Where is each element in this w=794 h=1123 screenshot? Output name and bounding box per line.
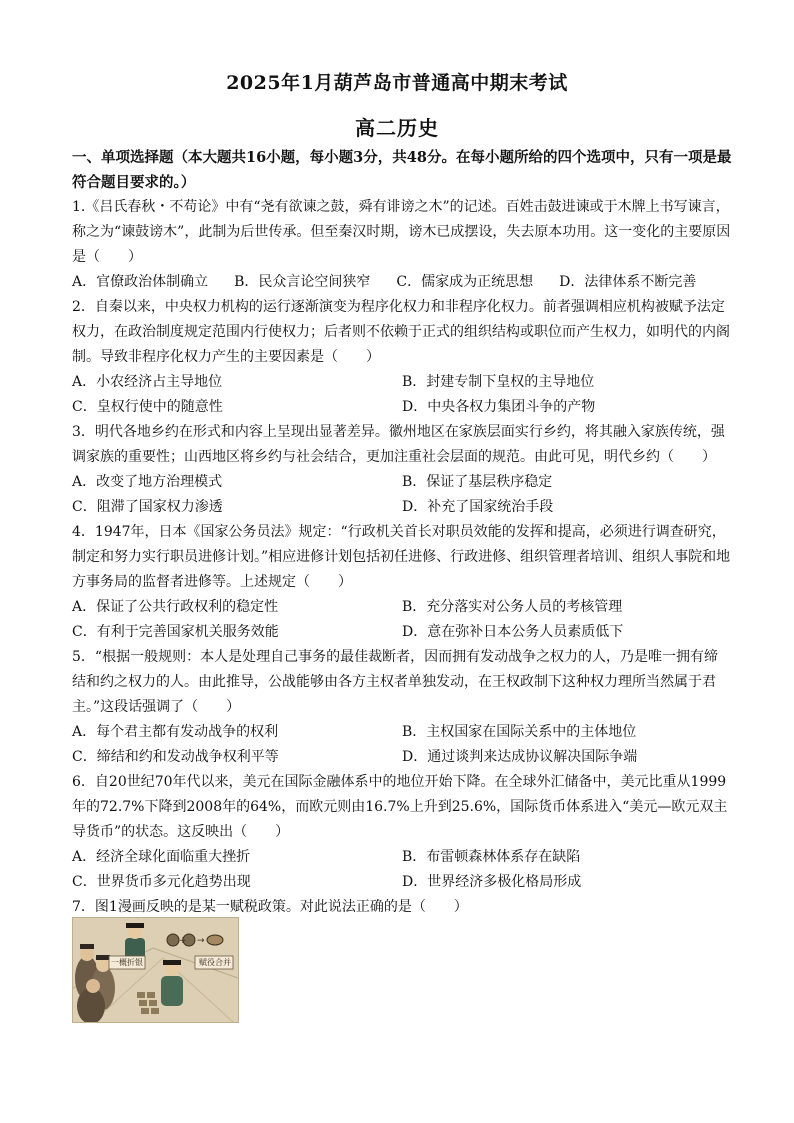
question-4 xyxy=(72,520,732,645)
question-stem: 7．图1漫画反映的是某一赋税政策。对此说法正确的是（ ） xyxy=(72,899,468,915)
option-b[interactable]: B．民众言论空间狭窄 xyxy=(234,274,371,290)
option-d[interactable]: D．通过谈判来达成协议解决国际争端 xyxy=(402,749,638,765)
option-a[interactable]: A．经济全球化面临重大挫折 xyxy=(72,849,251,865)
option-d[interactable]: D．补充了国家统治手段 xyxy=(402,499,554,515)
option-a[interactable]: A．官僚政治体制确立 xyxy=(72,274,209,290)
option-d[interactable]: D．世界经济多极化格局形成 xyxy=(402,874,582,890)
option-a[interactable]: A．小农经济占主导地位 xyxy=(72,374,223,390)
section-heading: 一、单项选择题（本大题共16小题，每小题3分，共48分。在每小题所给的四个选项中，只有一项是最符合题目要求的。） xyxy=(72,149,732,191)
svg-text:→: → xyxy=(197,936,205,946)
question-2 xyxy=(72,295,732,420)
cartoon-label-right: 赋役合并 xyxy=(199,958,231,967)
question-stem: 6．自20世纪70年代以来，美元在国际金融体系中的地位开始下降。在全球外汇储备中，美元比重从1999年的72.7%下降到2008年的64%，而欧元则由16.7%上升到25.6%，国际货币体系进入“美元—欧元双主导货币”的状态。这反映出（ ） xyxy=(72,774,728,840)
cartoon-figure xyxy=(72,917,239,1023)
option-d[interactable]: D．中央各权力集团斗争的产物 xyxy=(402,399,596,415)
option-c[interactable]: C．皇权行使中的随意性 xyxy=(72,399,223,415)
option-a[interactable]: A．每个君主都有发动战争的权利 xyxy=(72,724,279,740)
option-c[interactable]: C．儒家成为正统思想 xyxy=(396,274,534,290)
option-a[interactable]: A．保证了公共行政权利的稳定性 xyxy=(72,599,279,615)
question-stem: 4．1947年，日本《国家公务员法》规定：“行政机关首长对职员效能的发挥和提高，必须进行调查研究，制定和努力实行职员进修计划。”相应进修计划包括初任进修、行政进修、组织管理者培训、组织人事院和地方事务局的监督者进修等。上述规定（ ） xyxy=(72,524,731,590)
options-row xyxy=(72,270,732,295)
svg-text:+: + xyxy=(179,936,187,946)
option-b[interactable]: B．主权国家在国际关系中的主体地位 xyxy=(402,724,637,740)
question-3 xyxy=(72,420,732,520)
option-b[interactable]: B．封建专制下皇权的主导地位 xyxy=(402,374,595,390)
option-b[interactable]: B．布雷顿森林体系存在缺陷 xyxy=(402,849,581,865)
options-grid xyxy=(72,720,732,770)
options-grid xyxy=(72,370,732,420)
question-5 xyxy=(72,645,732,770)
question-6 xyxy=(72,770,732,895)
options-grid xyxy=(72,845,732,895)
exam-title: 2025年1月葫芦岛市普通高中期末考试 xyxy=(226,72,568,94)
options-grid xyxy=(72,470,732,520)
option-d[interactable]: D．法律体系不断完善 xyxy=(559,274,697,290)
option-c[interactable]: C．有利于完善国家机关服务效能 xyxy=(72,624,279,640)
question-stem: 5．“根据一般规则：本人是处理自己事务的最佳裁断者，因而拥有发动战争之权力的人，乃是唯一拥有缔结和约之权力的人。由此推导，公战能够由各方主权者单独发动，在王权政制下这种权力理所当然属于君主。”这段话强调了（ ） xyxy=(72,649,719,715)
option-b[interactable]: B．充分落实对公务人员的考核管理 xyxy=(402,599,623,615)
options-grid xyxy=(72,595,732,645)
question-stem: 2．自秦以来，中央权力机构的运行逐渐演变为程序化权力和非程序化权力。前者强调相应机构被赋予法定权力，在政治制度规定范围内行使权力；后者则不依赖于正式的组织结构或职位而产生权力，如明代的内阁制。导致非程序化权力产生的主要因素是（ ） xyxy=(72,299,730,365)
option-b[interactable]: B．保证了基层秩序稳定 xyxy=(402,474,553,490)
cartoon-label-left: 一概折银 xyxy=(111,958,143,967)
question-1 xyxy=(72,195,732,295)
option-a[interactable]: A．改变了地方治理模式 xyxy=(72,474,223,490)
question-stem: 3．明代各地乡约在形式和内容上呈现出显著差异。徽州地区在家族层面实行乡约，将其融入家族传统，强调家族的重要性；山西地区将乡约与社会结合，更加注重社会层面的规范。由此可见，明代乡约（ ） xyxy=(72,424,725,465)
question-stem: 1.《吕氏春秋・不苟论》中有“尧有欲谏之鼓，舜有诽谤之木”的记述。百姓击鼓进谏或于木牌上书写谏言，称之为“谏鼓谤木”，此制为后世传承。但至秦汉时期，谤木已成摆设，失去原本功用。这一变化的主要原因是（ ） xyxy=(72,199,731,265)
subject-title: 高二历史 xyxy=(355,116,439,140)
exam-content xyxy=(72,145,732,920)
option-d[interactable]: D．意在弥补日本公务人员素质低下 xyxy=(402,624,624,640)
cartoon-illustration xyxy=(73,918,238,1022)
option-c[interactable]: C．世界货币多元化趋势出现 xyxy=(72,874,251,890)
option-c[interactable]: C．阻滞了国家权力渗透 xyxy=(72,499,223,515)
option-c[interactable]: C．缔结和约和发动战争权利平等 xyxy=(72,749,279,765)
